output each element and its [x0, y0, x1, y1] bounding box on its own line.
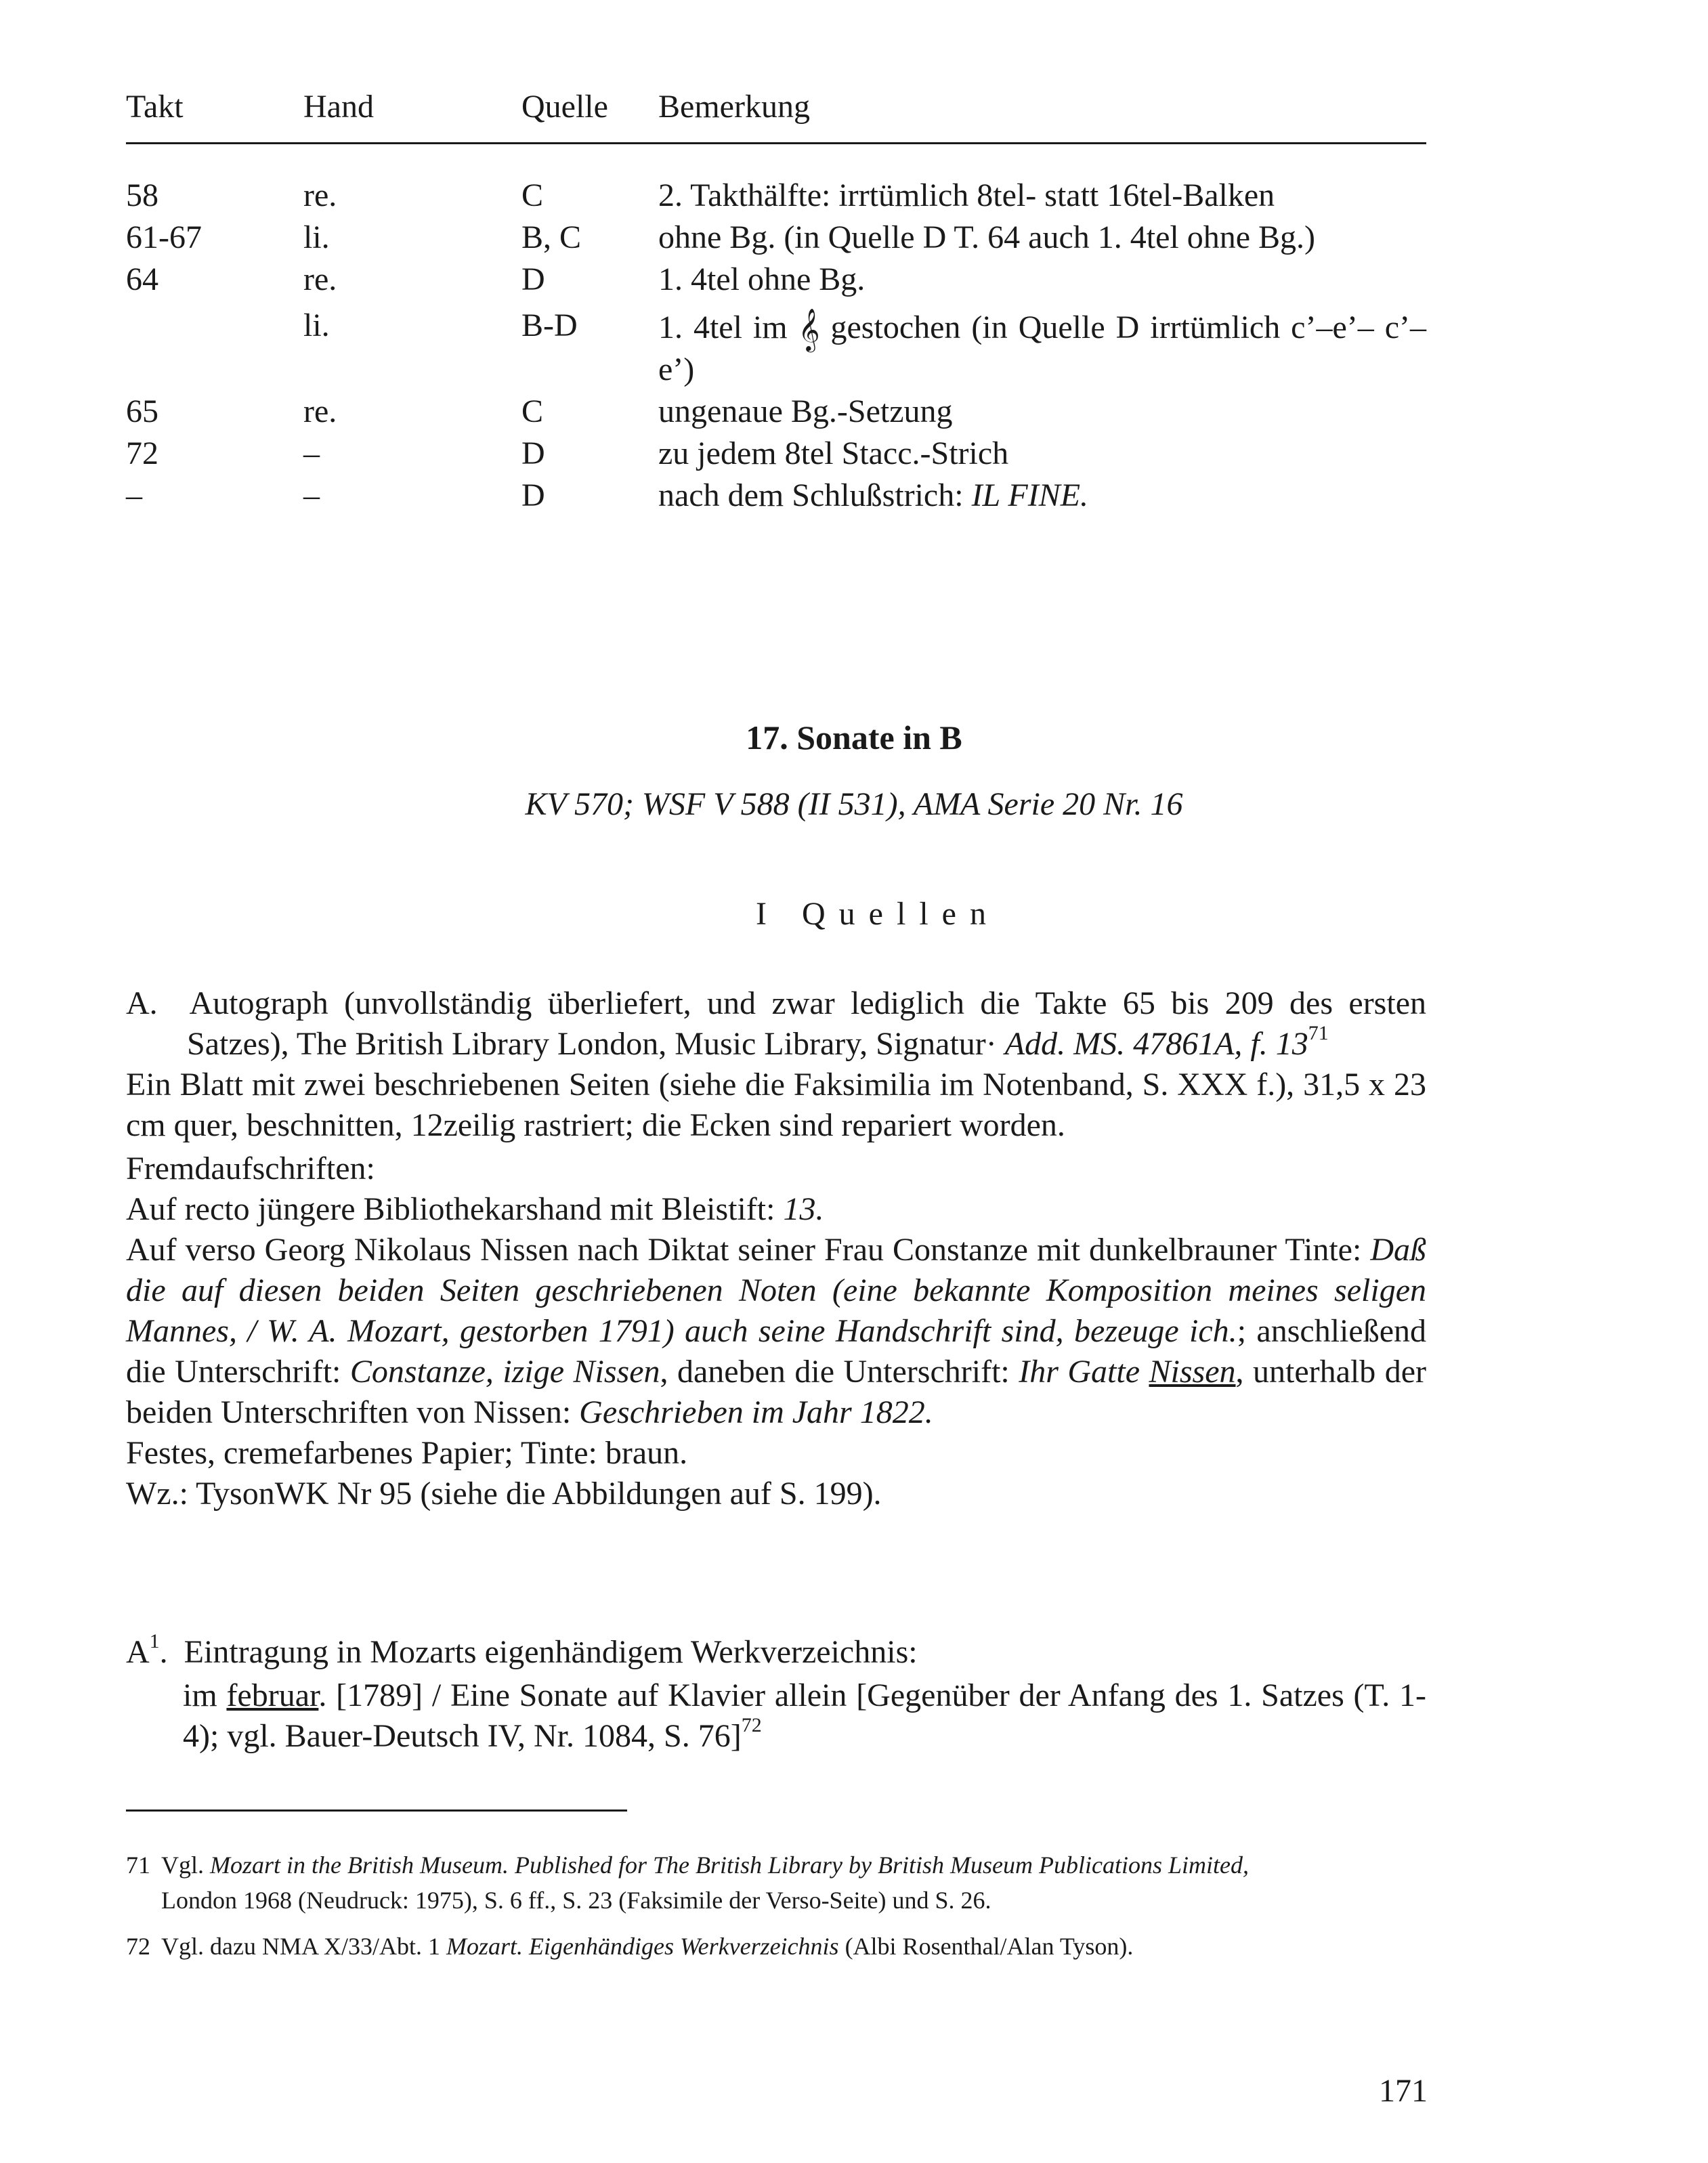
cell-takt: 64	[126, 261, 158, 297]
cell-hand: li.	[303, 307, 330, 343]
table-row	[126, 217, 1426, 259]
header-quelle: Quelle	[521, 89, 608, 125]
table-row	[126, 475, 1426, 517]
section-heading: I Quellen	[756, 896, 1000, 932]
cell-takt: 58	[126, 177, 158, 213]
cell-hand: –	[303, 435, 320, 471]
critical-report-table	[126, 88, 1427, 513]
cell-quelle: B, C	[521, 219, 582, 255]
source-a	[126, 983, 1426, 1514]
recto-inscription: Auf recto jüngere Bibliothekarshand mit Bleistift: 13.	[126, 1191, 824, 1227]
footnote-ref: 71	[1308, 1022, 1329, 1044]
cell-hand: li.	[303, 219, 330, 255]
table-row	[126, 391, 1426, 433]
cell-hand: re.	[303, 177, 337, 213]
fremdaufschriften-label: Fremdaufschriften:	[126, 1151, 375, 1186]
cell-bemerkung: ungenaue Bg.-Setzung	[658, 393, 953, 429]
paper-info: Festes, cremefarbenes Papier; Tinte: braun.	[126, 1435, 688, 1471]
source-a-label: A.	[126, 985, 158, 1021]
cell-bemerkung: 1. 4tel im 𝄞 gestochen (in Quelle D irrtümlich c’–e’– c’–e’)	[658, 308, 1427, 387]
cell-bemerkung: 2. Takthälfte: irrtümlich 8tel- statt 16tel-Balken	[658, 177, 1275, 213]
catalog-numbers: KV 570; WSF V 588 (II 531), AMA Serie 20 Nr. 16	[525, 786, 1183, 822]
watermark-info: Wz.: TysonWK Nr 95 (siehe die Abbildungen auf S. 199).	[126, 1476, 882, 1512]
table-row	[126, 175, 1426, 217]
footnote-ref: 72	[741, 1714, 762, 1736]
cell-bemerkung: ohne Bg. (in Quelle D T. 64 auch 1. 4tel ohne Bg.)	[658, 219, 1316, 255]
cell-bemerkung: zu jedem 8tel Stacc.-Strich	[658, 435, 1009, 471]
cell-quelle: C	[521, 393, 544, 429]
cell-quelle: C	[521, 177, 544, 213]
footnote-72: 72 Vgl. dazu NMA X/33/Abt. 1 Mozart. Eigenhändiges Werkverzeichnis (Albi Rosenthal/Alan Tyson).	[126, 1933, 1134, 1960]
treble-clef-icon: 𝄞	[798, 308, 820, 351]
table-row	[126, 433, 1426, 475]
cell-takt: 72	[126, 435, 158, 471]
cell-bemerkung: 1. 4tel ohne Bg.	[658, 261, 866, 297]
cell-takt: 65	[126, 393, 158, 429]
source-a1-header: $A^1$. Eintragung in Mozarts eigenhändigem Werkverzeichnis:	[126, 1630, 918, 1670]
cell-bemerkung: nach dem Schlußstrich: IL FINE.	[658, 477, 1089, 513]
header-hand: Hand	[303, 89, 374, 125]
signature: Add. MS. 47861A, f. 13	[1004, 1026, 1308, 1062]
table-header	[126, 88, 1426, 126]
footnote-rule	[126, 1809, 627, 1812]
page-number: 171	[1379, 2073, 1428, 2109]
cell-quelle: D	[521, 477, 545, 513]
table-row	[126, 259, 1426, 301]
table-row	[126, 305, 1426, 391]
source-a-description: Ein Blatt mit zwei beschriebenen Seiten (siehe die Faksimilia im Notenband, S. XXX f.), 31,5 x 23 cm quer, beschnitten, 12zeilig rastriert; die Ecken sind repariert worden.	[126, 1067, 1426, 1143]
cell-quelle: D	[521, 435, 545, 471]
table-header-rule	[126, 142, 1426, 144]
source-a1-entry: im februar. [1789] / Eine Sonate auf Klavier allein [Gegenüber der Anfang des 1. Satzes (T. 1-4); vgl. Bauer-Deutsch IV, Nr. 1084, S. 76]$^{72}$	[183, 1677, 1427, 1754]
cell-quelle: D	[521, 261, 545, 297]
cell-takt: 61-67	[126, 219, 202, 255]
work-title: 17. Sonate in B	[746, 719, 962, 756]
cell-takt: –	[126, 477, 142, 513]
cell-quelle: B-D	[521, 307, 578, 343]
footnote-71: 71 Vgl. Mozart in the British Museum. Published for The British Library by British Museum Publications Limited, London 1968 (Neudruck: 1975), S. 6 ff., S. 23 (Faksimile der Verso-Seite) und S. 26.	[126, 1851, 1249, 1914]
source-a-header: A. Autograph (unvollständig überliefert, und zwar lediglich die Takte 65 bis 209 des ersten Satzes), The British Library London, Music Library, Signatur· Add. MS. 47861A, f. $13^{71}$	[126, 985, 1427, 1062]
table-body	[126, 175, 1426, 517]
cell-hand: re.	[303, 393, 337, 429]
header-takt: Takt	[126, 89, 184, 125]
cell-hand: –	[303, 477, 320, 513]
source-a1	[126, 1632, 1426, 1757]
header-bemerkung: Bemerkung	[658, 89, 810, 125]
verso-inscription: Auf verso Georg Nikolaus Nissen nach Diktat seiner Frau Constanze mit dunkelbrauner Tinte: Daß die auf diesen beiden Seiten geschriebenen Noten (eine bekannte Komposition meines seligen Mannes, / W. A. Mozart, gestorben 1791) auch seine Handschrift sind, bezeuge ich.; anschließend die Unterschrift: Constanze, izige Nissen, daneben die Unterschrift: Ihr Gatte Nissen, unterhalb der beiden Unterschriften von Nissen: Geschrieben im Jahr 1822.	[126, 1232, 1427, 1430]
cell-hand: re.	[303, 261, 337, 297]
